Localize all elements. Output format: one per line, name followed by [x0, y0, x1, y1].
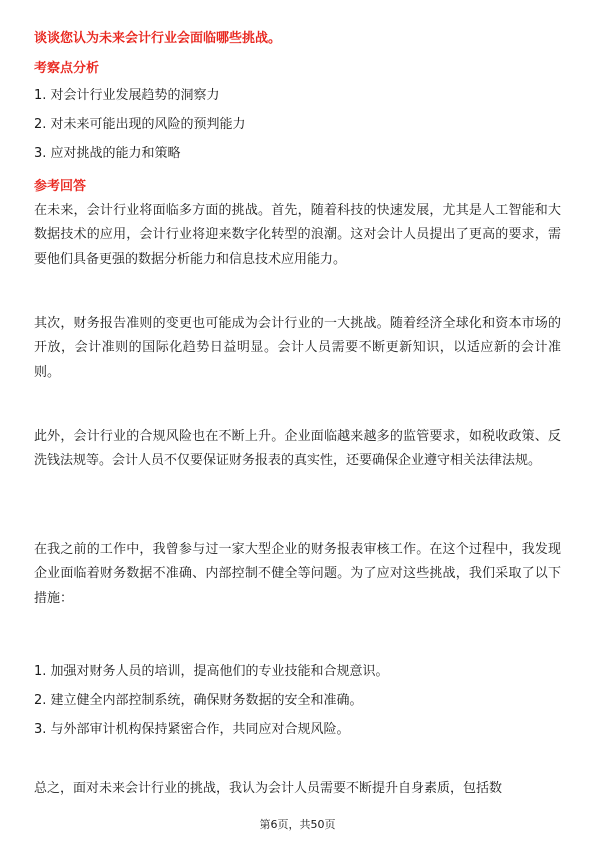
answer-paragraph: 在未来，会计行业将面临多方面的挑战。首先，随着科技的快速发展，尤其是人工智能和大数据技术的应用，会计行业将迎来数字化转型的浪潮。这对会计人员提出了更高的要求，需要他们具备更强的数据分析能力和信息技术应用能力。	[34, 203, 561, 267]
page-number-footer: 第6页，共50页	[259, 818, 336, 831]
analysis-section-title: 考察点分析	[34, 61, 100, 76]
answer-paragraph: 在我之前的工作中，我曾参与过一家大型企业的财务报表审核工作。在这个过程中，我发现企业面临着财务数据不准确、内部控制不健全等问题。为了应对这些挑战，我们采取了以下措施：	[34, 542, 561, 606]
measure-item: 2. 建立健全内部控制系统，确保财务数据的安全和准确。	[34, 693, 363, 708]
analysis-item: 1. 对会计行业发展趋势的洞察力	[34, 88, 220, 103]
measure-item: 1. 加强对财务人员的培训，提高他们的专业技能和合规意识。	[34, 664, 389, 679]
analysis-item: 2. 对未来可能出现的风险的预判能力	[34, 117, 246, 132]
conclusion-paragraph: 总之，面对未来会计行业的挑战，我认为会计人员需要不断提升自身素质，包括数	[34, 781, 503, 796]
question-heading: 谈谈您认为未来会计行业会面临哪些挑战。	[34, 31, 282, 46]
analysis-item: 3. 应对挑战的能力和策略	[34, 146, 181, 161]
answer-section-title: 参考回答	[34, 179, 87, 194]
answer-paragraph: 其次，财务报告准则的变更也可能成为会计行业的一大挑战。随着经济全球化和资本市场的开放，会计准则的国际化趋势日益明显。会计人员需要不断更新知识，以适应新的会计准则。	[34, 316, 561, 380]
answer-paragraph: 此外，会计行业的合规风险也在不断上升。企业面临越来越多的监管要求，如税收政策、反洗钱法规等。会计人员不仅要保证财务报表的真实性，还要确保企业遵守相关法律法规。	[34, 429, 561, 469]
measure-item: 3. 与外部审计机构保持紧密合作，共同应对合规风险。	[34, 722, 350, 737]
